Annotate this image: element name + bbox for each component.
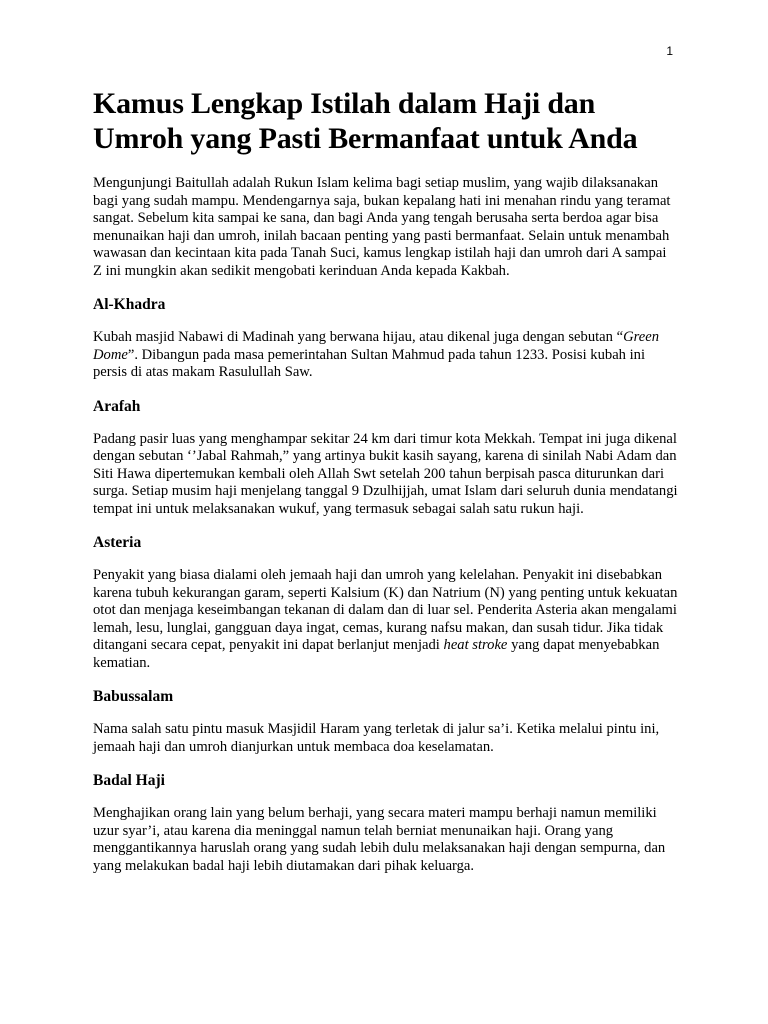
page-number: 1 <box>666 44 673 58</box>
entry-definition <box>93 721 678 756</box>
entry-definition <box>93 431 678 519</box>
definition-text: Padang pasir luas yang menghampar sekitar 24 km dari timur kota Mekkah. Tempat ini juga dikenal dengan sebutan ‘’Jabal Rahmah,” yang artinya bukit kasih sayang, karena di sinilah Nabi Adam dan Siti Hawa dipertemukan kembali oleh Allah Swt setelah 200 tahun berpisah pasca diturunkan dari surga. Setiap musim haji menjelang tanggal 9 Dzulhijjah, umat Islam dari seluruh dunia mendatangi tempat ini untuk melaksanakan wukuf, yang termasuk sebagai salah satu rukun haji. <box>93 430 678 517</box>
document-body <box>93 86 678 875</box>
entry-al-khadra <box>93 296 678 382</box>
definition-italic: heat stroke <box>443 637 508 653</box>
entry-arafah <box>93 398 678 519</box>
definition-italic: Green Dome <box>93 329 660 363</box>
document-title: Kamus Lengkap Istilah dalam Haji dan Umroh yang Pasti Bermanfaat untuk Anda <box>93 87 638 155</box>
entry-term: Asteria <box>93 534 142 551</box>
entry-term: Badal Haji <box>93 772 165 789</box>
entry-definition <box>93 805 678 875</box>
entry-term: Al-Khadra <box>93 296 166 313</box>
definition-text: Menghajikan orang lain yang belum berhaji, yang secara materi mampu berhaji namun memiliki uzur syar’i, atau karena dia meninggal namun telah berniat menunaikan haji. Orang yang menggantikannya haruslah orang yang sudah lebih dulu melaksanakan haji dengan sempurna, dan yang melakukan badal haji lebih diutamakan dari pihak keluarga. <box>93 805 666 874</box>
definition-text: Nama salah satu pintu masuk Masjidil Haram yang terletak di jalur sa’i. Ketika melalui pintu ini, jemaah haji dan umroh dianjurkan untuk membaca doa keselamatan. <box>93 721 660 755</box>
definition-text: Penyakit yang biasa dialami oleh jemaah haji dan umroh yang kelelahan. Penyakit ini disebabkan karena tubuh kekurangan garam, seperti Kalsium (K) dan Natrium (N) yang penting untuk kekuatan otot dan menjaga keseimbangan tekanan di dalam dan di luar sel. Penderita Asteria akan mengalami lemah, lesu, lunglai, gangguan daya ingat, cemas, kurang nafsu makan, dan susah tidur. Jika tidak ditangani secara cepat, penyakit ini dapat berlanjut menjadi <box>93 567 678 653</box>
definition-text: Kubah masjid Nabawi di Madinah yang berwana hijau, atau dikenal juga dengan sebutan “ <box>93 329 624 345</box>
entry-asteria <box>93 534 678 672</box>
intro-paragraph: Mengunjungi Baitullah adalah Rukun Islam kelima bagi setiap muslim, yang wajib dilaksanakan bagi yang sudah mampu. Mendengarnya saja, bukan kepalang hati ini menahan rindu yang teramat sangat. Sebelum kita sampai ke sana, dan bagi Anda yang tengah berusaha serta berdoa agar bisa menunaikan haji dan umroh, inilah bacaan penting yang pasti bermanfaat. Selain untuk menambah wawasan dan kecintaan kita pada Tanah Suci, kamus lengkap istilah haji dan umroh dari A sampai Z ini mungkin akan sedikit mengobati kerinduan Anda kepada Kakbah. <box>93 175 671 279</box>
entry-definition <box>93 567 678 672</box>
entry-term: Arafah <box>93 397 141 415</box>
entry-babussalam <box>93 688 678 756</box>
definition-text: ”. Dibangun pada masa pemerintahan Sultan Mahmud pada tahun 1233. Posisi kubah ini persis di atas makam Rasulullah Saw. <box>93 346 646 380</box>
entry-term: Babussalam <box>93 688 174 705</box>
entry-definition <box>93 329 678 382</box>
entry-badal-haji <box>93 772 678 875</box>
definition-text: yang dapat menyebabkan kematian. <box>93 637 660 671</box>
